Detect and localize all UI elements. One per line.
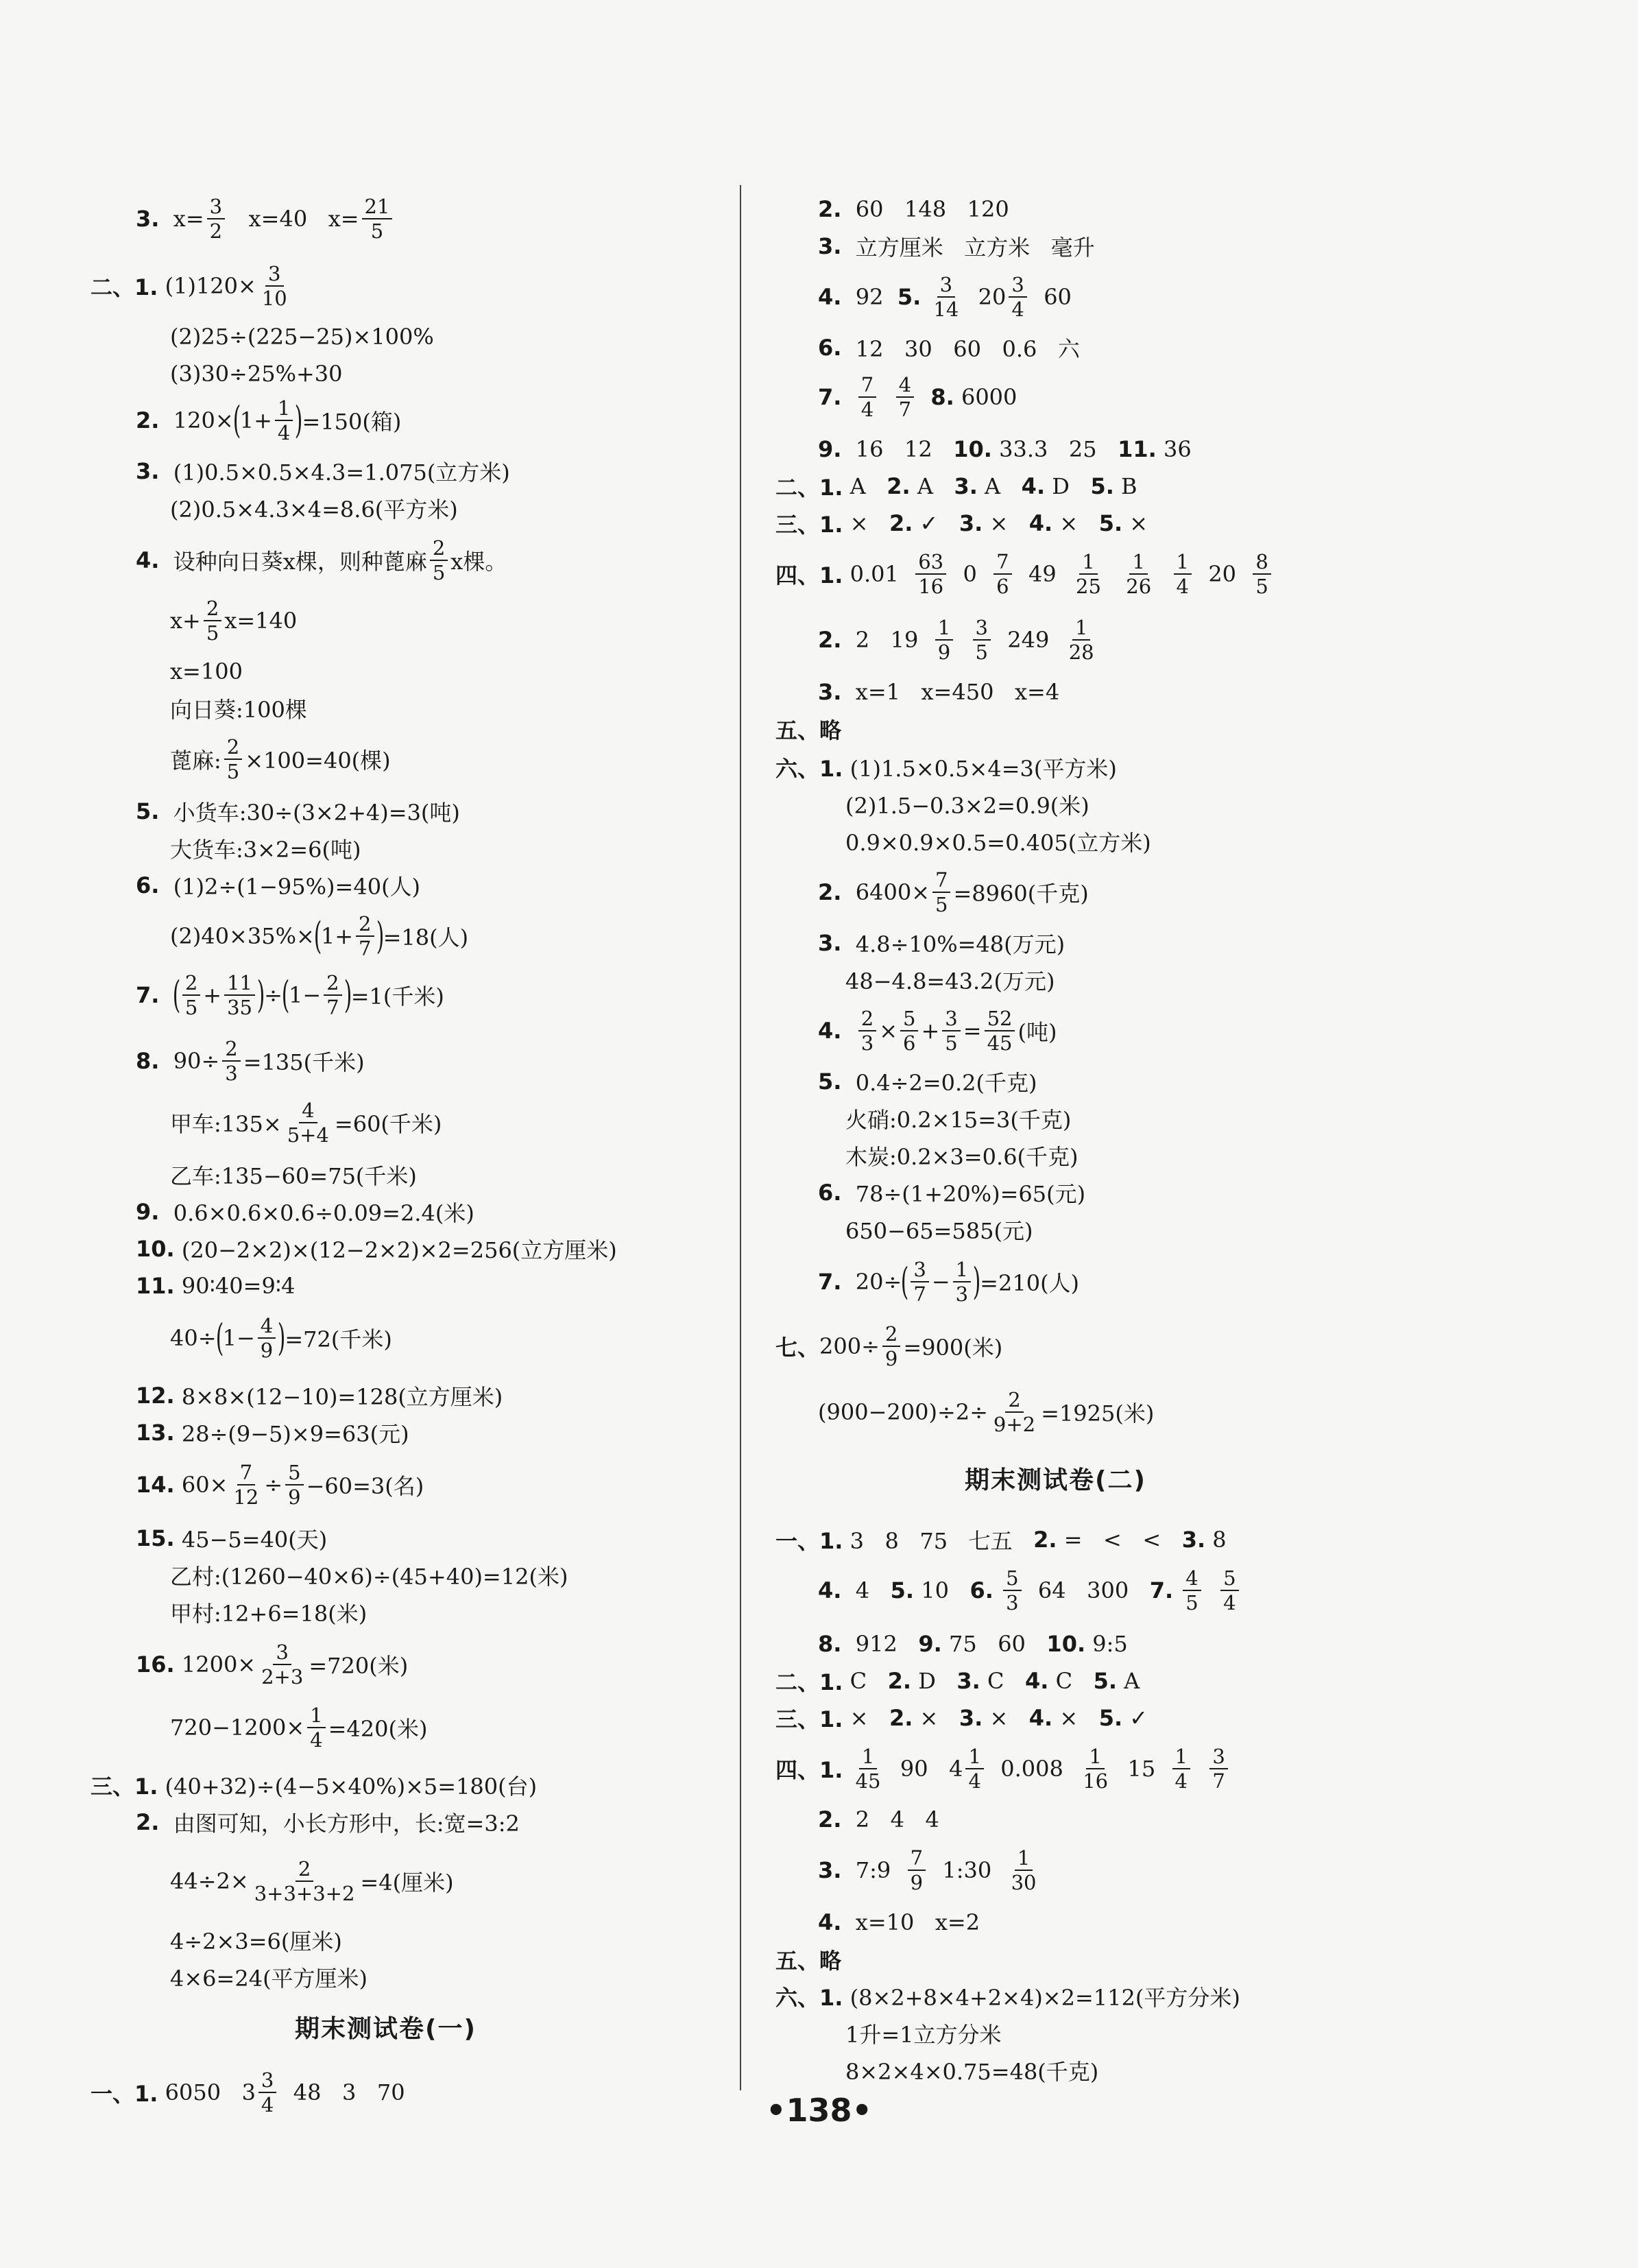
answer-line: x+ $\frac{2}{5}$ x=140 — [170, 596, 298, 645]
answer-line: 48−4.8=43.2(万元) — [845, 968, 1055, 994]
answer-line: 木炭:0.2×3=0.6(千克) — [845, 1144, 1079, 1170]
answer-line: 3. 7:9 $\frac{7}{9}$ 1:30 $\frac{1}{30}$ — [818, 1846, 1037, 1894]
answer-line: 一、1. 6050 3 $\frac{3}{4}$ 48 3 70 — [91, 2068, 405, 2116]
answer-line: 二、1. A 2. A 3. A 4. D 5. B — [775, 473, 1137, 501]
answer-line: 7. $\frac{7}{4}$ $\frac{4}{7}$ 8. 6000 — [818, 372, 1017, 421]
answer-line: (2)40×35%× ( 1+ $\frac{2}{7}$ ) =18(人) — [170, 911, 469, 960]
answer-line: 大货车:3×2=6(吨) — [170, 837, 361, 863]
answer-line: 44÷2× $\frac{2}{3+3+3+2}$ =4(厘米) — [170, 1857, 454, 1905]
answer-line: 720−1200× $\frac{1}{4}$ =420(米) — [170, 1703, 428, 1752]
answer-line: 向日葵:100棵 — [170, 697, 307, 723]
answer-line: 六、1. (1)1.5×0.5×4=3(平方米) — [775, 756, 1117, 782]
answer-line: 16. 1200× $\frac{3}{2+3}$ =720(米) — [136, 1640, 409, 1688]
answer-line: 9. 16 12 10. 33.3 25 11. 36 — [818, 436, 1192, 462]
answer-line: 甲车:135× $\frac{4}{5+4}$ =60(千米) — [170, 1098, 442, 1147]
answer-line: 四、1. 0.01 $\frac{63}{16}$ 0 $\frac{7}{6}$ 49 $\frac{1}{25}$ $\frac{1}{26}$ $\frac{1}{4}$ 20 $\frac{8}{5}$ — [775, 556, 1274, 593]
answer-line: 三、1. × 2. ✓ 3. × 4. × 5. × — [775, 510, 1148, 538]
section-title: 期末测试卷(二) — [965, 1466, 1146, 1494]
answer-line: 8×2×4×0.75=48(千克) — [845, 2059, 1099, 2085]
right-column — [741, 0, 1638, 2268]
answer-line: 7. 20÷ ( $\frac{3}{7}$ − $\frac{1}{3}$ ) =210(人) — [818, 1257, 1080, 1306]
answer-line: 8. 90÷ $\frac{2}{3}$ =135(千米) — [136, 1036, 365, 1085]
answer-line: (900−200)÷2÷ $\frac{2}{9+2}$ =1925(米) — [818, 1387, 1155, 1436]
answer-line: 8. 912 9. 75 60 10. 9:5 — [818, 1631, 1128, 1657]
answer-line: 一、1. 3 8 75 七五 2. = < < 3. 8 — [775, 1527, 1227, 1554]
answer-line: 13. 28÷(9−5)×9=63(元) — [136, 1420, 409, 1447]
answer-line: 五、略 — [775, 1948, 842, 1974]
answer-line: 2. 60 148 120 — [818, 196, 1009, 222]
answer-line: 2. 120× ( 1+ $\frac{1}{4}$ ) =150(箱) — [136, 396, 402, 444]
answer-line: 15. 45−5=40(天) — [136, 1525, 328, 1553]
answer-line: 3. 4.8÷10%=48(万元) — [818, 930, 1065, 957]
answer-line: 4. x=10 x=2 — [818, 1909, 980, 1935]
answer-line: 40÷ ( 1− $\frac{4}{9}$ ) =72(千米) — [170, 1313, 392, 1362]
answer-line: 2. 2 19 $\frac{1}{9}$ $\frac{3}{5}$ 249 $\frac{1}{28}$ — [818, 615, 1094, 664]
answer-line: 五、略 — [775, 717, 842, 743]
answer-line: 三、1. (40+32)÷(4−5×40%)×5=180(台) — [91, 1774, 538, 1800]
answer-line: 4. 92 5. $\frac{3}{14}$ 20 $\frac{3}{4}$ 60 — [818, 272, 1072, 321]
answer-line: 乙村:(1260−40×6)÷(45+40)=12(米) — [170, 1564, 568, 1590]
answer-line: 4. $\frac{2}{3}$ × $\frac{5}{6}$ + $\frac{3}{5}$ = $\frac{52}{45}$ (吨) — [818, 1006, 1057, 1055]
answer-line: 二、1. C 2. D 3. C 4. C 5. A — [775, 1668, 1140, 1695]
answer-line: 七、 200÷ $\frac{2}{9}$ =900(米) — [775, 1322, 1003, 1370]
answer-line: 2. 由图可知，小长方形中，长:宽=3:2 — [136, 1809, 520, 1837]
answer-line: 1升=1立方分米 — [845, 2022, 1002, 2048]
answer-line: 9. 0.6×0.6×0.6÷0.09=2.4(米) — [136, 1199, 474, 1226]
answer-line: 11. 90∶40=9∶4 — [136, 1273, 296, 1299]
answer-line: 三、1. × 2. × 3. × 4. × 5. ✓ — [775, 1705, 1148, 1732]
answer-line: 4. 4 5. 10 6. $\frac{5}{3}$ 64 300 7. $\frac{4}{5}$ $\frac{5}{4}$ — [818, 1572, 1242, 1609]
answer-line: (3)30÷25%+30 — [170, 361, 343, 387]
answer-line: 2. 2 4 4 — [818, 1806, 939, 1833]
answer-line: 7. ( $\frac{2}{5}$ + $\frac{11}{35}$ ) ÷ ( 1− $\frac{2}{7}$ ) =1(千米) — [136, 970, 444, 1019]
answer-line: (2)1.5−0.3×2=0.9(米) — [845, 793, 1089, 819]
answer-line: 3. 立方厘米 立方米 毫升 — [818, 233, 1095, 261]
answer-line: 二、1. (1)120× $\frac{3}{10}$ — [91, 261, 287, 310]
answer-line: 10. (20−2×2)×(12−2×2)×2=256(立方厘米) — [136, 1236, 617, 1263]
answer-line: 4×6=24(平方厘米) — [170, 1966, 368, 1992]
page-number: •138• — [766, 2092, 872, 2129]
answer-line: 0.9×0.9×0.5=0.405(立方米) — [845, 830, 1151, 856]
answer-line: 6. (1)2÷(1−95%)=40(人) — [136, 872, 421, 900]
answer-line: 650−65=585(元) — [845, 1218, 1033, 1244]
left-column — [0, 0, 740, 2268]
answer-line: (2)25÷(225−25)×100% — [170, 324, 434, 350]
answer-line: 乙车:135−60=75(千米) — [170, 1163, 417, 1189]
section-title: 期末测试卷(一) — [295, 2015, 477, 2043]
answer-line: 14. 60× $\frac{7}{12}$ ÷ $\frac{5}{9}$ −60=3(名) — [136, 1460, 424, 1509]
answer-line: 12. 8×8×(12−10)=128(立方厘米) — [136, 1383, 503, 1410]
answer-line: 3. (1)0.5×0.5×4.3=1.075(立方米) — [136, 458, 510, 486]
answer-line: 6. 12 30 60 0.6 六 — [818, 335, 1080, 362]
answer-line: 蓖麻: $\frac{2}{5}$ ×100=40(棵) — [170, 735, 391, 783]
answer-line: 六、1. (8×2+8×4+2×4)×2=112(平方分米) — [775, 1985, 1240, 2011]
answer-line: 3. x= $\frac{3}{2}$ x=40 x= $\frac{21}{5}$ — [136, 200, 395, 237]
answer-line: 3. x=1 x=450 x=4 — [818, 679, 1060, 705]
answer-line: 四、1. $\frac{1}{45}$ 90 4 $\frac{1}{4}$ 0.008 $\frac{1}{16}$ 15 $\frac{1}{4}$ $\frac{3}{7}$ — [775, 1750, 1231, 1787]
answer-line: 2. 6400× $\frac{7}{5}$ =8960(千克) — [818, 868, 1089, 916]
answer-line: 6. 78÷(1+20%)=65(元) — [818, 1180, 1086, 1207]
answer-line: 4÷2×3=6(厘米) — [170, 1929, 342, 1955]
answer-line: 4. 设种向日葵x棵，则种蓖麻 $\frac{2}{5}$ x棵。 — [136, 536, 507, 584]
answer-line: 火硝:0.2×15=3(千克) — [845, 1107, 1072, 1133]
answer-line: x=100 — [170, 658, 243, 684]
answer-line: 5. 0.4÷2=0.2(千克) — [818, 1069, 1037, 1096]
answer-line: 甲村:12+6=18(米) — [170, 1601, 368, 1627]
answer-line: 5. 小货车:30÷(3×2+4)=3(吨) — [136, 798, 460, 826]
answer-line: (2)0.5×4.3×4=8.6(平方米) — [170, 497, 458, 523]
